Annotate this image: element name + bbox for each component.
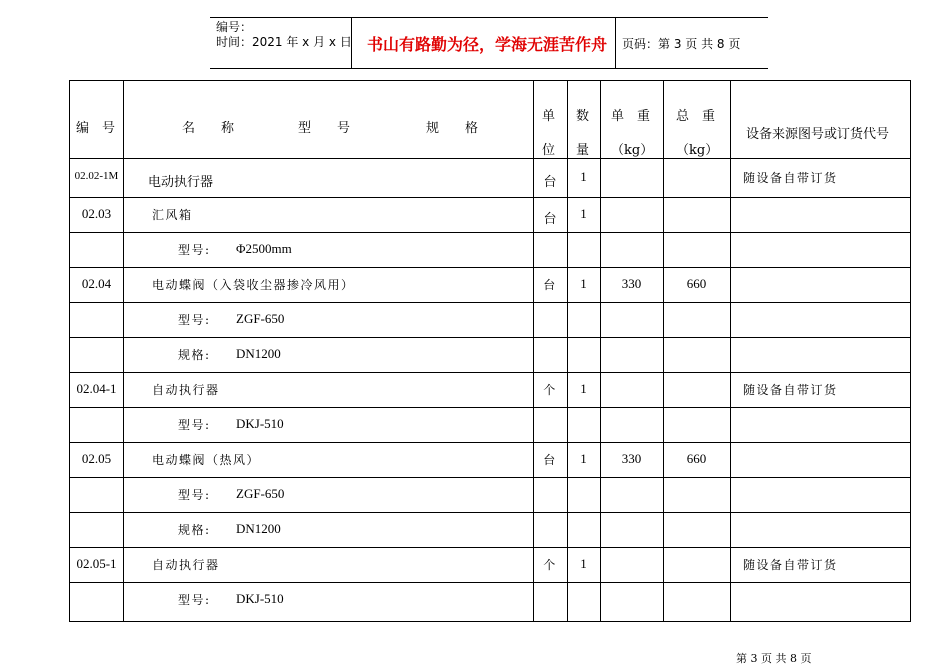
header-meta <box>216 20 352 50</box>
row-source: 随设备自带订货 <box>743 171 838 185</box>
col-header-spec: 规 格 <box>426 121 479 136</box>
col-header-number: 编 号 <box>76 121 116 136</box>
row-source: 随设备自带订货 <box>743 383 838 397</box>
row-name: 电动执行器 <box>148 175 214 190</box>
row-number: 02.04-1 <box>76 381 117 396</box>
row-quantity: 1 <box>580 381 587 396</box>
col-header-qty-bottom: 量 <box>576 143 590 158</box>
col-header-name: 名 称 <box>182 121 235 136</box>
row-field-value: DKJ-510 <box>236 591 284 606</box>
row-unit: 个 <box>543 383 557 397</box>
row-name: 自动执行器 <box>152 383 220 397</box>
row-unit: 个 <box>543 558 557 572</box>
row-field-label: 规格: <box>178 523 211 537</box>
row-number: 02.05-1 <box>76 556 117 571</box>
row-field-label: 型号: <box>178 418 211 432</box>
row-number: 02.04 <box>81 276 112 291</box>
row-quantity: 1 <box>580 451 587 466</box>
row-field-value: DN1200 <box>236 346 281 361</box>
col-header-total-weight-unit: （kg） <box>676 143 719 158</box>
row-number: 02.05 <box>81 451 112 466</box>
row-name: 自动执行器 <box>152 558 220 572</box>
row-quantity: 1 <box>580 169 587 184</box>
row-quantity: 1 <box>580 276 587 291</box>
row-field-label: 型号: <box>178 243 211 257</box>
row-name: 电动蝶阀（入袋收尘器掺冷风用） <box>152 278 355 292</box>
col-header-unit-weight: 单 重 <box>611 109 651 124</box>
row-unit-weight: 330 <box>621 276 642 291</box>
time-label: 时间：2021 年 x 月 x 日 <box>216 35 352 49</box>
header-slogan: 书山有路勤为径，学海无涯苦作舟 <box>366 35 607 54</box>
row-unit: 台 <box>543 453 557 467</box>
equipment-table <box>69 80 911 622</box>
row-field-label: 规格: <box>178 348 211 362</box>
row-total-weight: 660 <box>686 451 707 466</box>
col-header-total-weight: 总 重 <box>676 109 716 124</box>
row-quantity: 1 <box>580 206 587 221</box>
col-header-model: 型 号 <box>298 121 351 136</box>
row-number: 02.02-1M <box>74 170 119 182</box>
row-unit: 台 <box>543 175 557 190</box>
row-quantity: 1 <box>580 556 587 571</box>
row-unit: 台 <box>543 212 557 227</box>
row-source: 随设备自带订货 <box>743 558 838 572</box>
page-footer: 第 3 页 共 8 页 <box>736 652 812 665</box>
row-total-weight: 660 <box>686 276 707 291</box>
col-header-unit-top: 单 <box>542 109 556 124</box>
row-unit-weight: 330 <box>621 451 642 466</box>
row-field-label: 型号: <box>178 593 211 607</box>
row-name: 电动蝶阀（热风） <box>152 453 261 467</box>
row-name: 汇风箱 <box>152 208 193 222</box>
row-number: 02.03 <box>81 206 112 221</box>
row-field-value: DKJ-510 <box>236 416 284 431</box>
row-unit: 台 <box>543 278 557 292</box>
page-indicator: 页码：第 3 页 共 8 页 <box>622 37 741 51</box>
col-header-unit-weight-unit: （kg） <box>611 143 654 158</box>
row-field-value: DN1200 <box>236 521 281 536</box>
col-header-unit-bottom: 位 <box>542 143 556 158</box>
serial-label: 编号： <box>216 20 253 34</box>
row-field-value: Φ2500mm <box>236 241 292 256</box>
row-field-label: 型号: <box>178 488 211 502</box>
row-field-value: ZGF-650 <box>236 486 285 501</box>
table-row <box>70 197 910 232</box>
page-header <box>210 17 768 69</box>
row-field-label: 型号: <box>178 313 211 327</box>
row-field-value: ZGF-650 <box>236 311 285 326</box>
col-header-source: 设备来源图号或订货代号 <box>746 127 890 142</box>
col-header-qty-top: 数 <box>576 109 590 124</box>
